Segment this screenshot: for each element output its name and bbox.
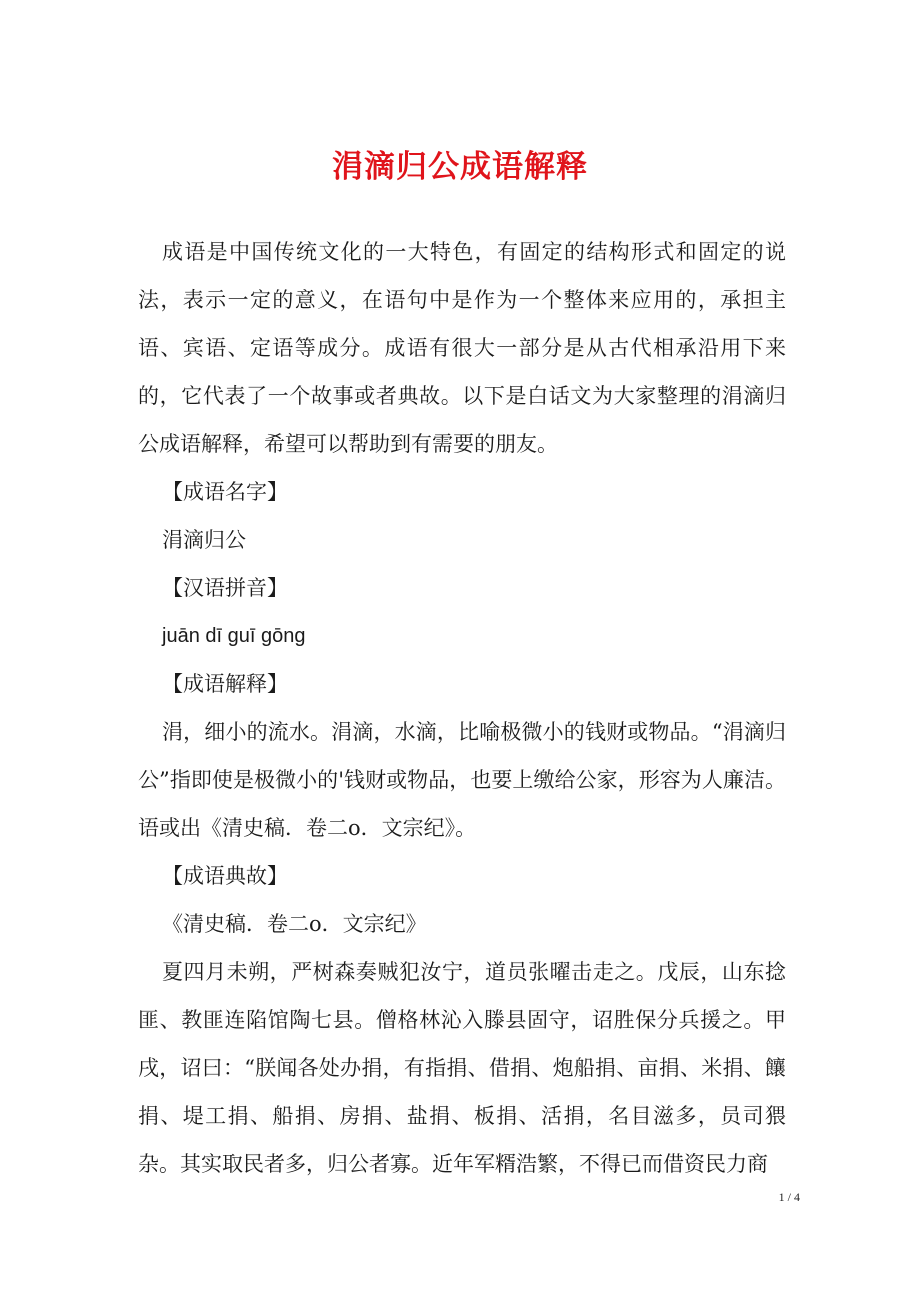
section-heading-name: 【成语名字】 [162,480,288,504]
page-number: 1 / 4 [778,1190,800,1204]
allusion-source: 《清史稿．卷二o．文宗纪》 [162,912,427,936]
document-body [138,228,786,1188]
allusion-paragraph: 夏四月未朔，严树森奏贼犯汝宁，道员张曜击走之。戊辰，山东捻匪、教匪连陷馆陶七县。僧格林沁入滕县固守，诏胜保分兵援之。甲戌，诏曰：“朕闻各处办捐，有指捐、借捐、炮船捐、亩捐、米捐、饟捐、堤工捐、船捐、房捐、盐捐、板捐、活捐，名目滋多，员司猥杂。其实取民者多，归公者寡。近年军糈浩繁，不得已而借资民力商 [138,960,786,1176]
idiom-name: 涓滴归公 [162,528,246,552]
section-heading-pinyin: 【汉语拼音】 [162,576,288,600]
explanation-paragraph: 涓，细小的流水。涓滴，水滴，比喻极微小的钱财或物品。“涓滴归公”指即使是极微小的'钱财或物品，也要上缴给公家，形容为人廉洁。语或出《清史稿．卷二o．文宗纪》。 [138,720,786,840]
intro-paragraph: 成语是中国传统文化的一大特色，有固定的结构形式和固定的说法，表示一定的意义，在语句中是作为一个整体来应用的，承担主语、宾语、定语等成分。成语有很大一部分是从古代相承沿用下来的，它代表了一个故事或者典故。以下是白话文为大家整理的涓滴归公成语解释，希望可以帮助到有需要的朋友。 [138,240,786,456]
section-heading-explanation: 【成语解释】 [162,672,288,696]
idiom-pinyin: juān dī guī gōng [162,625,306,647]
section-heading-allusion: 【成语典故】 [162,864,288,888]
document-title: 涓滴归公成语解释 [332,149,588,185]
